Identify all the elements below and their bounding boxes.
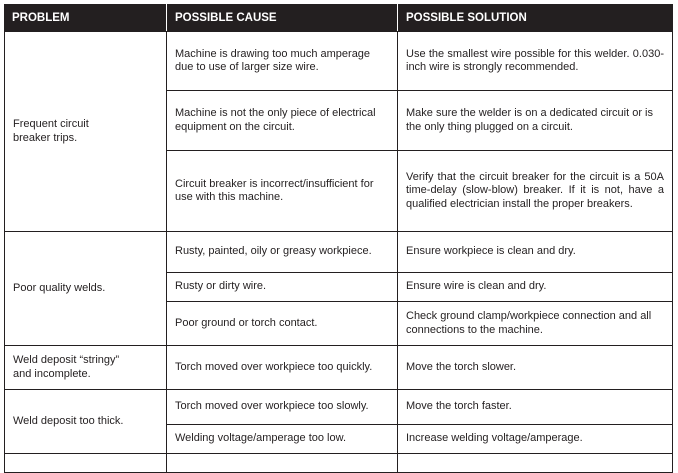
problem-text: Weld deposit too thick. bbox=[13, 414, 124, 427]
solution-text: Ensure wire is clean and dry. bbox=[406, 280, 547, 293]
cause-text: Rusty, painted, oily or greasy workpiece. bbox=[175, 245, 372, 258]
solution-cell bbox=[397, 231, 673, 273]
problem-text: Frequent circuit breaker trips. bbox=[13, 118, 89, 144]
cause-text: Torch moved over workpiece too quickly. bbox=[175, 360, 373, 373]
problem-text: Weld deposit “stringy” and incomplete. bbox=[13, 354, 120, 380]
solution-text: Move the torch slower. bbox=[406, 360, 517, 373]
solution-text: Check ground clamp/workpiece connection and all connections to the machine. bbox=[406, 310, 652, 336]
cause-cell bbox=[166, 389, 398, 425]
cause-text: Torch moved over workpiece too slowly. bbox=[175, 400, 369, 413]
cause-cell bbox=[166, 424, 398, 454]
solution-cell bbox=[397, 301, 673, 346]
solution-cell bbox=[397, 272, 673, 302]
solution-cell bbox=[397, 389, 673, 425]
cause-cell bbox=[166, 150, 398, 232]
cause-text: Poor ground or torch contact. bbox=[175, 316, 318, 329]
cause-text: Circuit breaker is incorrect/insufficient for use with this machine. bbox=[175, 177, 374, 203]
cause-cell bbox=[166, 272, 398, 302]
problem-text: Poor quality welds. bbox=[13, 281, 106, 294]
solution-text: Verify that the circuit breaker for the circuit is a 50A time-delay (slow-blow) breaker. If it is not, have a qualified electrician install the proper breakers. bbox=[406, 170, 664, 210]
problem-cell-truncated bbox=[4, 453, 167, 473]
header-possible-cause: POSSIBLE CAUSE bbox=[166, 4, 397, 32]
header-problem: PROBLEM bbox=[4, 4, 166, 32]
cause-text: Machine is not the only piece of electrical equipment on the circuit. bbox=[175, 107, 376, 133]
solution-cell bbox=[397, 150, 673, 232]
problem-cell bbox=[4, 345, 167, 390]
solution-text: Use the smallest wire possible for this welder. 0.030-inch wire is strongly recommended. bbox=[406, 47, 664, 73]
solution-text: Ensure workpiece is clean and dry. bbox=[406, 245, 576, 258]
solution-text: Make sure the welder is on a dedicated circuit or is the only thing plugged on a circuit. bbox=[406, 107, 654, 133]
cause-cell bbox=[166, 231, 398, 273]
cause-cell bbox=[166, 345, 398, 390]
cause-cell bbox=[166, 301, 398, 346]
solution-text: Move the torch faster. bbox=[406, 400, 512, 413]
solution-cell bbox=[397, 31, 673, 91]
cause-cell bbox=[166, 90, 398, 151]
problem-cell bbox=[4, 31, 167, 232]
cause-text: Welding voltage/amperage too low. bbox=[175, 432, 347, 445]
header-possible-solution: POSSIBLE SOLUTION bbox=[397, 4, 673, 32]
solution-text: Increase welding voltage/amperage. bbox=[406, 432, 583, 445]
solution-cell bbox=[397, 345, 673, 390]
solution-cell bbox=[397, 424, 673, 454]
solution-cell-truncated bbox=[397, 453, 673, 473]
problem-cell bbox=[4, 231, 167, 346]
cause-text: Rusty or dirty wire. bbox=[175, 280, 267, 293]
cause-cell-truncated bbox=[166, 453, 398, 473]
cause-cell bbox=[166, 31, 398, 91]
cause-text: Machine is drawing too much amperage due to use of larger size wire. bbox=[175, 47, 371, 73]
problem-cell bbox=[4, 389, 167, 454]
solution-cell bbox=[397, 90, 673, 151]
